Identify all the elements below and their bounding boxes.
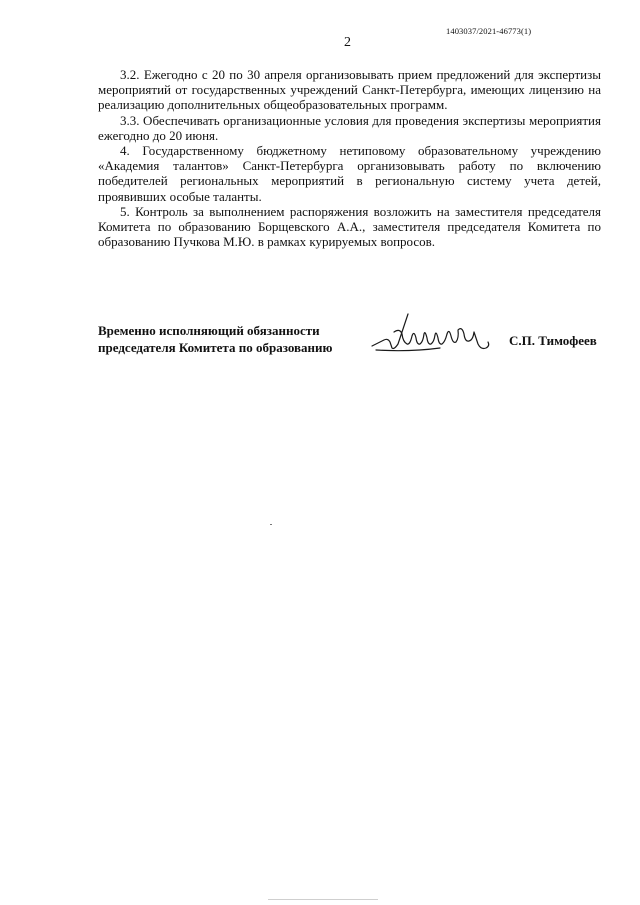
- paragraph-4: 4. Государственному бюджетному нетиповому образовательному учреждению «Академия талантов» Санкт-Петербурга организовывать работу по включению победителей региональных мероприятий в региональную систему учета детей, проявивших особые таланты.: [98, 143, 601, 204]
- paragraph-3-2: 3.2. Ежегодно с 20 по 30 апреля организовывать прием предложений для экспертизы мероприятий от государственных учреждений Санкт-Петербурга, имеющих лицензию на реализацию дополнительных общеобразовательных программ.: [98, 67, 601, 113]
- signatory-position-line-2: председателя Комитета по образованию: [98, 340, 333, 355]
- signatory-name: С.П. Тимофеев: [509, 333, 597, 348]
- signatory-position-line-1: Временно исполняющий обязанности: [98, 323, 320, 338]
- page-number: 2: [344, 35, 351, 50]
- paragraph-3-3: 3.3. Обеспечивать организационные условия для проведения экспертизы мероприятия ежегодно до 20 июня.: [98, 112, 601, 143]
- document-number: 1403037/2021-46773(1): [446, 26, 532, 36]
- signatory-position: [98, 322, 332, 356]
- scan-edge-line: [268, 899, 378, 900]
- scan-speck: [270, 524, 272, 525]
- paragraph-5: 5. Контроль за выполнением распоряжения возложить на заместителя председателя Комитета по образованию Борщевского А.А., заместителя председателя Комитета по образованию Пучкова М.Ю. в рамках курируемых вопросов.: [98, 203, 601, 250]
- body-text: [98, 67, 601, 249]
- handwritten-signature: [370, 308, 495, 358]
